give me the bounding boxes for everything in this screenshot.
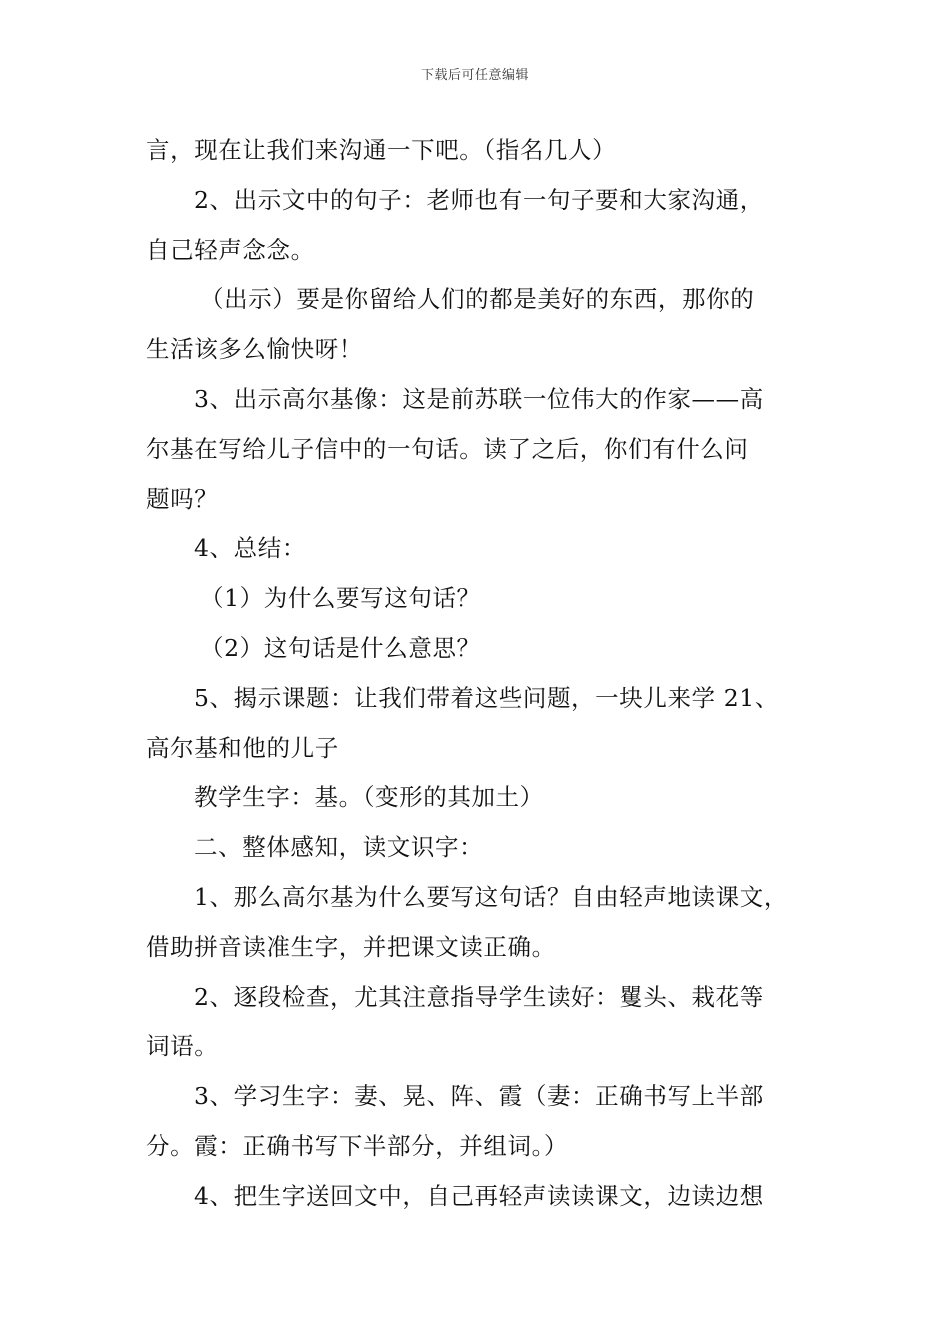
text-line: 题吗？ (146, 484, 219, 513)
text-line: 自己轻声念念。 (146, 235, 315, 264)
text-line: 生活该多么愉快呀！ (146, 335, 363, 364)
text-line: （2）这句话是什么意思？ (200, 633, 481, 662)
text-line: 高尔基和他的儿子 (146, 733, 339, 762)
text-line: 二、整体感知，读文识字： (194, 833, 484, 862)
text-line: 5、揭示课题：让我们带着这些问题，一块儿来学 21、 (194, 683, 779, 712)
text-line: 2、逐段检查，尤其注意指导学生读好：矍头、栽花等 (194, 982, 764, 1011)
text-line: 4、把生字送回文中，自己再轻声读读课文，边读边想 (194, 1181, 764, 1210)
text-line: 3、学习生字：妻、晃、阵、霞（妻：正确书写上半部 (194, 1082, 764, 1111)
text-line: （出示）要是你留给人们的都是美好的东西，那你的 (200, 285, 755, 314)
text-line: 教学生字：基。（变形的其加土） (194, 783, 544, 812)
text-line: 4、总结： (194, 534, 306, 563)
text-line: 分。霞：正确书写下半部分，并组词。） (146, 1131, 569, 1160)
text-line: 3、出示高尔基像：这是前苏联一位伟大的作家——高 (194, 384, 764, 413)
text-line: 词语。 (146, 1032, 219, 1061)
text-line: 2、出示文中的句子：老师也有一句子要和大家沟通， (194, 185, 764, 214)
text-line: 言，现在让我们来沟通一下吧。（指名几人） (146, 136, 617, 164)
text-line: 1、那么高尔基为什么要写这句话？自由轻声地读课文， (194, 882, 788, 911)
text-line: 借助拼音读准生字，并把课文读正确。 (146, 932, 556, 961)
document-body (146, 126, 816, 1222)
text-line: （1）为什么要写这句话？ (200, 584, 481, 613)
page-header: 下载后可任意编辑 (420, 68, 529, 83)
text-line: 尔基在写给儿子信中的一句话。读了之后，你们有什么问 (146, 434, 749, 463)
